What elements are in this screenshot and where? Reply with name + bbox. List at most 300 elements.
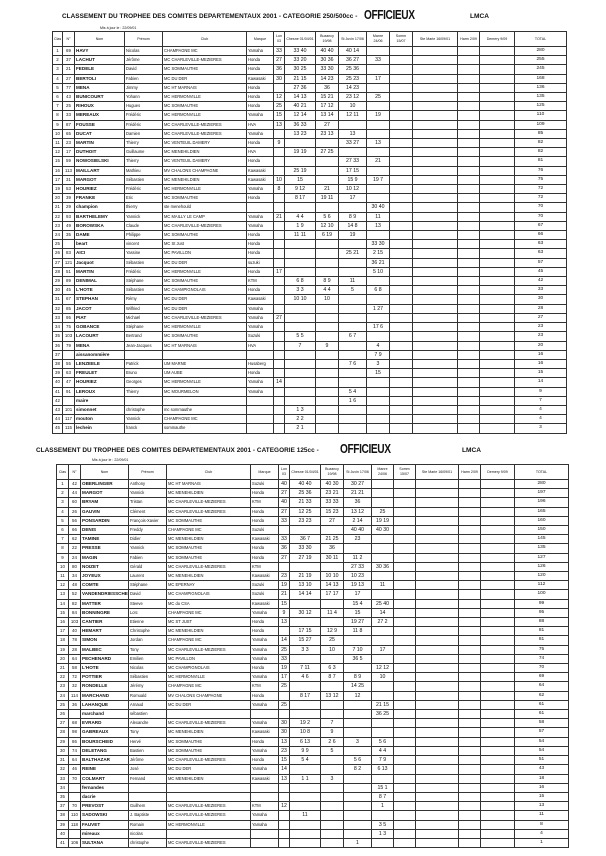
- rider-name-cell: GAUVIN: [81, 507, 129, 516]
- rider-name-cell: DUTHOIT: [75, 148, 125, 157]
- round-score-cell: [459, 507, 481, 516]
- brand-cell: Kawasaki: [251, 728, 279, 737]
- rank-cell: 4: [53, 74, 63, 83]
- round-score-cell: [458, 166, 480, 175]
- rank-cell: 28: [57, 728, 69, 737]
- rank-cell: 45: [53, 424, 63, 433]
- rank-cell: 7: [53, 102, 63, 111]
- round-score-cell: [321, 829, 344, 838]
- club-cell: mc sommauthe: [163, 405, 247, 414]
- total-cell: 28: [515, 304, 567, 313]
- round-score-cell: [413, 47, 458, 56]
- table-row: [53, 203, 567, 212]
- club-cell: MC CHARLEVILLE-MEZIERES: [167, 802, 251, 811]
- table-row: [57, 792, 569, 801]
- race-number-cell: 55: [63, 359, 75, 368]
- round-score-cell: 17 6: [367, 323, 390, 332]
- round-score-cell: [285, 313, 316, 322]
- round-score-cell: [416, 691, 459, 700]
- header-round-7: Ste Marie 16/09/01: [413, 32, 458, 47]
- club-cell: MC CHAMPIGNOLAIS: [167, 590, 251, 599]
- total-cell: 20: [515, 341, 567, 350]
- table-row: [57, 802, 569, 811]
- round-score-cell: 17: [372, 645, 394, 654]
- first-name-cell: Alexandre: [129, 719, 167, 728]
- race-number-cell: 32: [69, 682, 81, 691]
- table-row: [53, 249, 567, 258]
- round-score-cell: [458, 295, 480, 304]
- first-name-cell: Romain: [129, 820, 167, 829]
- rider-name-cell: DENIS: [81, 526, 129, 535]
- round-score-cell: [480, 185, 515, 194]
- round-score-cell: 27 36: [285, 83, 316, 92]
- round-score-cell: 25: [279, 645, 290, 654]
- brand-cell: Honda: [251, 664, 279, 673]
- rank-cell: 24: [53, 231, 63, 240]
- header-prenom: Prénom: [125, 32, 163, 47]
- classement-250-sheet: [0, 7, 606, 432]
- round-score-cell: 8 7: [372, 792, 394, 801]
- brand-cell: Honda: [247, 194, 274, 203]
- round-score-cell: 4 4: [285, 212, 316, 221]
- round-score-cell: [394, 792, 416, 801]
- brand-cell: Honda: [247, 65, 274, 74]
- round-score-cell: [413, 249, 458, 258]
- round-score-cell: [458, 277, 480, 286]
- first-name-cell: Laurent: [129, 572, 167, 581]
- rider-name-cell: LACOURT: [75, 332, 125, 341]
- round-score-cell: [344, 700, 372, 709]
- table-row: [53, 120, 567, 129]
- rank-cell: 34: [53, 323, 63, 332]
- round-score-cell: [413, 378, 458, 387]
- round-score-cell: 2 6: [321, 737, 344, 746]
- round-score-cell: [458, 332, 480, 341]
- race-number-cell: 79: [63, 341, 75, 350]
- round-score-cell: [416, 802, 459, 811]
- rank-cell: 3: [57, 498, 69, 507]
- round-score-cell: [458, 129, 480, 138]
- round-score-cell: [274, 304, 285, 313]
- round-score-cell: [344, 710, 372, 719]
- round-score-cell: [413, 148, 458, 157]
- round-score-cell: 1: [372, 802, 394, 811]
- table-row: [57, 544, 569, 553]
- race-number-cell: 37: [63, 56, 75, 65]
- club-cell: MC DU DER: [163, 304, 247, 313]
- round-score-cell: [394, 829, 416, 838]
- round-score-cell: [367, 313, 390, 322]
- first-name-cell: José: [129, 765, 167, 774]
- first-name-cell: Fabien: [129, 553, 167, 562]
- round-score-cell: 33 27: [339, 139, 367, 148]
- table-row: [53, 378, 567, 387]
- round-score-cell: [274, 369, 285, 378]
- round-score-cell: [274, 387, 285, 396]
- round-score-cell: [290, 792, 321, 801]
- brand-cell: Yamaha: [247, 129, 274, 138]
- rider-name-cell: MATTER: [81, 599, 129, 608]
- round-score-cell: [390, 120, 413, 129]
- round-score-cell: [416, 590, 459, 599]
- club-cell: MC du CSA: [167, 599, 251, 608]
- round-score-cell: 27: [279, 489, 290, 498]
- round-score-cell: [390, 396, 413, 405]
- round-score-cell: [481, 802, 515, 811]
- round-score-cell: [413, 185, 458, 194]
- round-score-cell: [321, 562, 344, 571]
- round-score-cell: [367, 396, 390, 405]
- race-number-cell: 115: [63, 424, 75, 433]
- header-num: N°: [63, 32, 75, 47]
- round-score-cell: 12 9: [321, 627, 344, 636]
- round-score-cell: 5 6: [372, 737, 394, 746]
- round-score-cell: [413, 83, 458, 92]
- round-score-cell: [390, 240, 413, 249]
- round-score-cell: [372, 535, 394, 544]
- round-score-cell: [459, 553, 481, 562]
- header-pos: Clas: [57, 465, 69, 480]
- round-score-cell: 27 33: [339, 157, 367, 166]
- round-score-cell: [458, 83, 480, 92]
- round-score-cell: [390, 65, 413, 74]
- race-number-cell: 117: [63, 415, 75, 424]
- race-number-cell: 118: [69, 820, 81, 829]
- rider-name-cell: champion: [75, 203, 125, 212]
- round-score-cell: [390, 313, 413, 322]
- race-number-cell: 27: [63, 74, 75, 83]
- round-score-cell: [481, 774, 515, 783]
- rank-cell: 17: [57, 627, 69, 636]
- round-score-cell: [285, 157, 316, 166]
- club-cell: [167, 710, 251, 719]
- total-cell: 95: [515, 608, 569, 617]
- first-name-cell: Hugues: [125, 102, 163, 111]
- round-score-cell: [290, 838, 321, 847]
- brand-cell: Kawasaki: [251, 535, 279, 544]
- round-score-cell: 23 12: [339, 93, 367, 102]
- race-number-cell: 42: [69, 480, 81, 489]
- brand-cell: Honda: [247, 93, 274, 102]
- round-score-cell: [480, 249, 515, 258]
- round-score-cell: [367, 295, 390, 304]
- round-score-cell: [316, 424, 339, 433]
- round-score-cell: 30 40: [367, 203, 390, 212]
- first-name-cell: Thierry: [125, 387, 163, 396]
- table-row: [57, 599, 569, 608]
- round-score-cell: [458, 350, 480, 359]
- round-score-cell: 11 8: [344, 627, 372, 636]
- total-cell: 66: [515, 231, 567, 240]
- rider-name-cell: RONDELLE: [81, 682, 129, 691]
- round-score-cell: [413, 369, 458, 378]
- round-score-cell: [367, 231, 390, 240]
- round-score-cell: [394, 673, 416, 682]
- race-number-cell: 53: [63, 185, 75, 194]
- round-score-cell: [458, 175, 480, 184]
- round-score-cell: [316, 240, 339, 249]
- round-score-cell: [480, 387, 515, 396]
- round-score-cell: [372, 627, 394, 636]
- round-score-cell: [458, 185, 480, 194]
- round-score-cell: [459, 535, 481, 544]
- club-cell: MC SOMMAUTHE: [163, 102, 247, 111]
- first-name-cell: Damien: [125, 129, 163, 138]
- race-number-cell: 26: [69, 507, 81, 516]
- round-score-cell: [458, 102, 480, 111]
- club-cell: MC SOMMAUTHE: [167, 516, 251, 525]
- round-score-cell: [394, 691, 416, 700]
- round-score-cell: 15: [344, 608, 372, 617]
- first-name-cell: Yassine: [125, 249, 163, 258]
- brand-cell: KTM: [251, 498, 279, 507]
- round-score-cell: 19 11: [316, 194, 339, 203]
- rank-cell: 41: [53, 387, 63, 396]
- first-name-cell: Jérémy: [129, 682, 167, 691]
- round-score-cell: [458, 203, 480, 212]
- round-score-cell: [321, 654, 344, 663]
- round-score-cell: [290, 654, 321, 663]
- club-cell: MC HT MARNAIS: [167, 480, 251, 489]
- header-nom: Nom: [75, 32, 125, 47]
- round-score-cell: [372, 636, 394, 645]
- table-row: [53, 166, 567, 175]
- table-row: [53, 139, 567, 148]
- club-cell: MC HERMONVILLE: [163, 185, 247, 194]
- rider-name-cell: HEMART: [81, 627, 129, 636]
- table-row: [53, 304, 567, 313]
- round-score-cell: [480, 396, 515, 405]
- header-num: N°: [69, 465, 81, 480]
- round-score-cell: [481, 581, 515, 590]
- round-score-cell: [339, 378, 367, 387]
- table-row: [53, 332, 567, 341]
- round-score-cell: [372, 590, 394, 599]
- round-score-cell: 19 19: [285, 148, 316, 157]
- round-score-cell: [285, 203, 316, 212]
- header-round-9: Demery 9/09: [481, 465, 515, 480]
- total-cell: 61: [515, 710, 569, 719]
- rank-cell: 15: [57, 608, 69, 617]
- header-round-3: Buzancy 19/98: [321, 465, 344, 480]
- round-score-cell: [372, 682, 394, 691]
- round-score-cell: [413, 258, 458, 267]
- club-cell: MC VENTEUIL DAMERY: [163, 139, 247, 148]
- round-score-cell: 2 15: [367, 249, 390, 258]
- table-row: [53, 240, 567, 249]
- rank-cell: 14: [57, 599, 69, 608]
- round-score-cell: [480, 240, 515, 249]
- first-name-cell: Rémy: [125, 295, 163, 304]
- round-score-cell: [390, 323, 413, 332]
- table-row: [57, 838, 569, 847]
- club-cell: MC PAVILLON: [167, 654, 251, 663]
- round-score-cell: [458, 65, 480, 74]
- table-row: [57, 562, 569, 571]
- round-score-cell: [279, 792, 290, 801]
- brand-cell: [247, 415, 274, 424]
- round-score-cell: [480, 47, 515, 56]
- round-score-cell: [481, 562, 515, 571]
- round-score-cell: [321, 700, 344, 709]
- rider-name-cell: SIMON: [81, 636, 129, 645]
- first-name-cell: Frédéric: [125, 267, 163, 276]
- round-score-cell: [480, 277, 515, 286]
- rank-cell: 33: [57, 774, 69, 783]
- round-score-cell: 25 36: [290, 489, 321, 498]
- round-score-cell: [390, 415, 413, 424]
- first-name-cell: Arnaud: [129, 700, 167, 709]
- round-score-cell: 36: [274, 65, 285, 74]
- race-number-cell: 22: [69, 544, 81, 553]
- round-score-cell: [413, 166, 458, 175]
- round-score-cell: [274, 424, 285, 433]
- round-score-cell: [480, 405, 515, 414]
- rider-name-cell: aissanommière: [75, 350, 125, 359]
- total-cell: 43: [515, 765, 569, 774]
- brand-cell: Yamaha: [247, 323, 274, 332]
- rider-name-cell: HOURIEZ: [75, 378, 125, 387]
- round-score-cell: [480, 203, 515, 212]
- round-score-cell: 8 9: [344, 673, 372, 682]
- first-name-cell: Fabien: [125, 74, 163, 83]
- rider-name-cell: PREVOST: [81, 802, 129, 811]
- race-number-cell: [63, 240, 75, 249]
- round-score-cell: [481, 811, 515, 820]
- total-cell: 126: [515, 562, 569, 571]
- rider-name-cell: GOBANCE: [75, 323, 125, 332]
- table-row: [57, 516, 569, 525]
- total-cell: 120: [515, 572, 569, 581]
- round-score-cell: [390, 93, 413, 102]
- round-score-cell: 13 14: [316, 111, 339, 120]
- round-score-cell: [480, 111, 515, 120]
- round-score-cell: [390, 405, 413, 414]
- round-score-cell: 40 40: [316, 47, 339, 56]
- brand-cell: Honda: [247, 286, 274, 295]
- round-score-cell: [390, 369, 413, 378]
- round-score-cell: [285, 369, 316, 378]
- round-score-cell: [321, 599, 344, 608]
- round-score-cell: [290, 820, 321, 829]
- race-number-cell: 98: [69, 728, 81, 737]
- round-score-cell: [480, 221, 515, 230]
- round-score-cell: 14 8: [339, 221, 367, 230]
- round-score-cell: [390, 304, 413, 313]
- round-score-cell: [480, 304, 515, 313]
- round-score-cell: [416, 673, 459, 682]
- table-row: [57, 820, 569, 829]
- round-score-cell: [390, 102, 413, 111]
- round-score-cell: [321, 811, 344, 820]
- round-score-cell: [481, 719, 515, 728]
- table-row: [57, 682, 569, 691]
- round-score-cell: 30 27: [344, 480, 372, 489]
- round-score-cell: 14 25: [344, 682, 372, 691]
- round-score-cell: 25: [279, 682, 290, 691]
- rider-name-cell: dacrie: [81, 792, 129, 801]
- round-score-cell: [367, 277, 390, 286]
- header-round-5: Manre 24/06: [372, 465, 394, 480]
- round-score-cell: 33 30: [290, 544, 321, 553]
- round-score-cell: [274, 157, 285, 166]
- total-cell: 64: [515, 682, 569, 691]
- round-score-cell: 8 17: [285, 194, 316, 203]
- round-score-cell: [481, 765, 515, 774]
- round-score-cell: [480, 166, 515, 175]
- rider-name-cell: RIHOUX: [75, 102, 125, 111]
- rider-name-cell: L'HOTE: [81, 664, 129, 673]
- round-score-cell: [481, 608, 515, 617]
- rider-name-cell: PIAT: [75, 313, 125, 322]
- rider-name-cell: MARGOT: [75, 175, 125, 184]
- table-row: [57, 489, 569, 498]
- round-score-cell: [339, 341, 367, 350]
- round-score-cell: [394, 507, 416, 516]
- rider-name-cell: SULTANA: [81, 838, 129, 847]
- club-cell: MC ST JUST: [167, 618, 251, 627]
- round-score-cell: 11 11: [285, 231, 316, 240]
- first-name-cell: Jérôme: [129, 756, 167, 765]
- club-cell: MC PAVILLON: [163, 249, 247, 258]
- rider-name-cell: BRYAM: [81, 498, 129, 507]
- round-score-cell: 40 14: [339, 47, 367, 56]
- table-row: [57, 507, 569, 516]
- round-score-cell: [459, 480, 481, 489]
- rank-cell: 41: [57, 838, 69, 847]
- rider-name-cell: MAGIN: [81, 553, 129, 562]
- first-name-cell: thierry: [125, 203, 163, 212]
- total-cell: 23: [515, 332, 567, 341]
- round-score-cell: 9 9: [290, 746, 321, 755]
- race-number-cell: 28: [69, 645, 81, 654]
- brand-cell: [247, 350, 274, 359]
- round-score-cell: [458, 47, 480, 56]
- total-cell: 135: [515, 93, 567, 102]
- round-score-cell: [274, 415, 285, 424]
- brand-cell: Kawasaki: [247, 295, 274, 304]
- round-score-cell: [458, 111, 480, 120]
- round-score-cell: [321, 765, 344, 774]
- rank-cell: 30: [53, 286, 63, 295]
- round-score-cell: 23 23: [290, 516, 321, 525]
- total-cell: 30: [515, 295, 567, 304]
- round-score-cell: [413, 65, 458, 74]
- total-cell: 81: [515, 636, 569, 645]
- round-score-cell: [367, 194, 390, 203]
- round-score-cell: [394, 719, 416, 728]
- round-score-cell: [372, 811, 394, 820]
- brand-cell: [247, 405, 274, 414]
- rank-cell: 25: [57, 700, 69, 709]
- brand-cell: [251, 838, 279, 847]
- round-score-cell: [459, 774, 481, 783]
- round-score-cell: 12 14: [285, 111, 316, 120]
- first-name-cell: Jimmy: [125, 83, 163, 92]
- header-round-2: Chesne 01/04/01: [285, 32, 316, 47]
- first-name-cell: Didier: [129, 535, 167, 544]
- round-score-cell: [372, 489, 394, 498]
- race-number-cell: 60: [69, 498, 81, 507]
- round-score-cell: [458, 139, 480, 148]
- total-cell: 136: [515, 83, 567, 92]
- table-row: [53, 56, 567, 65]
- club-cell: MC DU DER: [163, 295, 247, 304]
- round-score-cell: [372, 553, 394, 562]
- round-score-cell: [390, 277, 413, 286]
- round-score-cell: [480, 129, 515, 138]
- round-score-cell: [413, 56, 458, 65]
